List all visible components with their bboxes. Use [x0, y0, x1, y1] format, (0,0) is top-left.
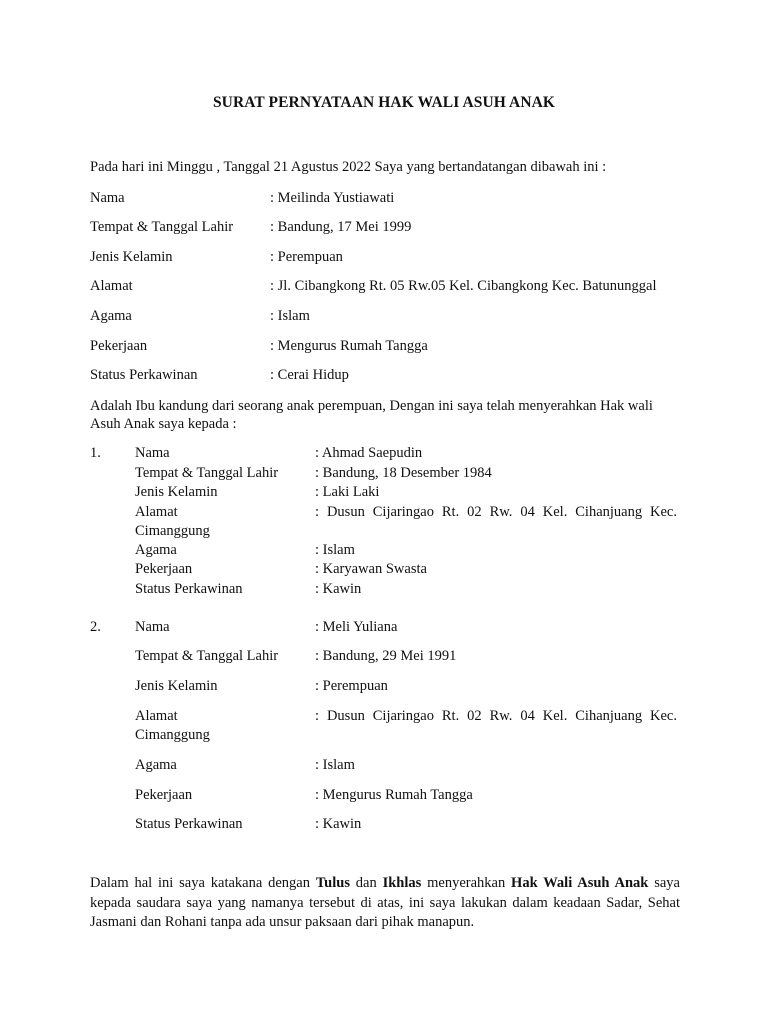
declarant-address-label: Alamat — [90, 278, 133, 294]
document-title: SURAT PERNYATAAN HAK WALI ASUH ANAK — [212, 94, 556, 111]
declarant-marital-label: Status Perkawinan — [90, 367, 198, 383]
intro-text: Pada hari ini Minggu , Tanggal 21 Agustus 2022 Saya yang bertandatangan dibawah ini : — [90, 159, 607, 175]
guardian-2-gender-label: Jenis Kelamin — [135, 678, 218, 694]
guardian-1-occupation-label: Pekerjaan — [135, 561, 193, 577]
declarant-address-value: : Jl. Cibangkong Rt. 05 Rw.05 Kel. Cibangkong Kec. Batununggal — [270, 278, 657, 294]
declarant-occupation-value: : Mengurus Rumah Tangga — [270, 338, 428, 354]
guardian-1-birth-value: : Bandung, 18 Desember 1984 — [315, 465, 492, 481]
closing-bold-hak-wali: Hak Wali Asuh Anak — [511, 875, 649, 891]
declarant-gender-value: : Perempuan — [270, 249, 343, 265]
guardian-2-marital-label: Status Perkawinan — [135, 816, 243, 832]
guardian-1-number: 1. — [90, 445, 101, 461]
guardian-2-address-label: Alamat — [135, 708, 178, 724]
guardian-1-occupation-value: : Karyawan Swasta — [315, 561, 427, 577]
guardian-2-birth-label: Tempat & Tanggal Lahir — [135, 648, 279, 664]
closing-text-3: menyerahkan — [421, 875, 512, 891]
guardian-1-marital-value: : Kawin — [315, 581, 362, 597]
guardian-2-gender-value: : Perempuan — [315, 678, 388, 694]
guardian-1-religion-value: : Islam — [315, 542, 355, 558]
declarant-birth-value: : Bandung, 17 Mei 1999 — [270, 219, 412, 235]
guardian-2-occupation-value: : Mengurus Rumah Tangga — [315, 787, 473, 803]
transfer-statement-line1: Adalah Ibu kandung dari seorang anak perempuan, Dengan ini saya telah menyerahkan Hak wali — [90, 398, 653, 414]
guardian-1-name-label: Nama — [135, 445, 170, 461]
declarant-name-value: : Meilinda Yustiawati — [270, 190, 395, 206]
guardian-2-occupation-label: Pekerjaan — [135, 787, 193, 803]
closing-bold-ikhlas: Ikhlas — [382, 875, 422, 891]
guardian-1-gender-label: Jenis Kelamin — [135, 484, 218, 500]
declarant-birth-label: Tempat & Tanggal Lahir — [90, 219, 234, 235]
guardian-1-birth-label: Tempat & Tanggal Lahir — [135, 465, 279, 481]
guardian-2-address-cont: Cimanggung — [135, 727, 210, 743]
closing-bold-tulus: Tulus — [315, 875, 350, 891]
guardian-2-number: 2. — [90, 619, 101, 635]
guardian-1-religion-label: Agama — [135, 542, 177, 558]
guardian-1-marital-label: Status Perkawinan — [135, 581, 243, 597]
closing-text-1: Dalam hal ini saya katakana dengan — [90, 875, 316, 891]
declarant-marital-value: : Cerai Hidup — [270, 367, 349, 383]
declarant-religion-label: Agama — [90, 308, 132, 324]
guardian-1-address-label: Alamat — [135, 504, 178, 520]
guardian-2-birth-value: : Bandung, 29 Mei 1991 — [315, 648, 457, 664]
guardian-2-religion-value: : Islam — [315, 757, 355, 773]
declarant-occupation-label: Pekerjaan — [90, 338, 148, 354]
guardian-1-name-value: : Ahmad Saepudin — [315, 445, 423, 461]
declarant-gender-label: Jenis Kelamin — [90, 249, 173, 265]
guardian-2-name-label: Nama — [135, 619, 170, 635]
closing-paragraph — [90, 874, 680, 933]
closing-text-2: dan — [349, 875, 383, 891]
declarant-religion-value: : Islam — [270, 308, 310, 324]
transfer-statement-line2: Asuh Anak saya kepada : — [90, 416, 237, 432]
guardian-2-address-value: : Dusun Cijaringao Rt. 02 Rw. 04 Kel. Cihanjuang Kec. — [315, 708, 677, 724]
guardian-1-address-cont: Cimanggung — [135, 523, 210, 539]
guardian-1-gender-value: : Laki Laki — [315, 484, 380, 500]
declarant-name-label: Nama — [90, 190, 125, 206]
closing-text-4: saya kepada saudara saya yang namanya tersebut di atas, ini saya lakukan dalam keadaan Sadar, Sehat Jasmani dan Rohani tanpa ada unsur paksaan dari pihak manapun. — [90, 875, 680, 930]
guardian-2-marital-value: : Kawin — [315, 816, 362, 832]
guardian-2-name-value: : Meli Yuliana — [315, 619, 398, 635]
guardian-1-address-value: : Dusun Cijaringao Rt. 02 Rw. 04 Kel. Cihanjuang Kec. — [315, 504, 677, 520]
guardian-2-religion-label: Agama — [135, 757, 177, 773]
